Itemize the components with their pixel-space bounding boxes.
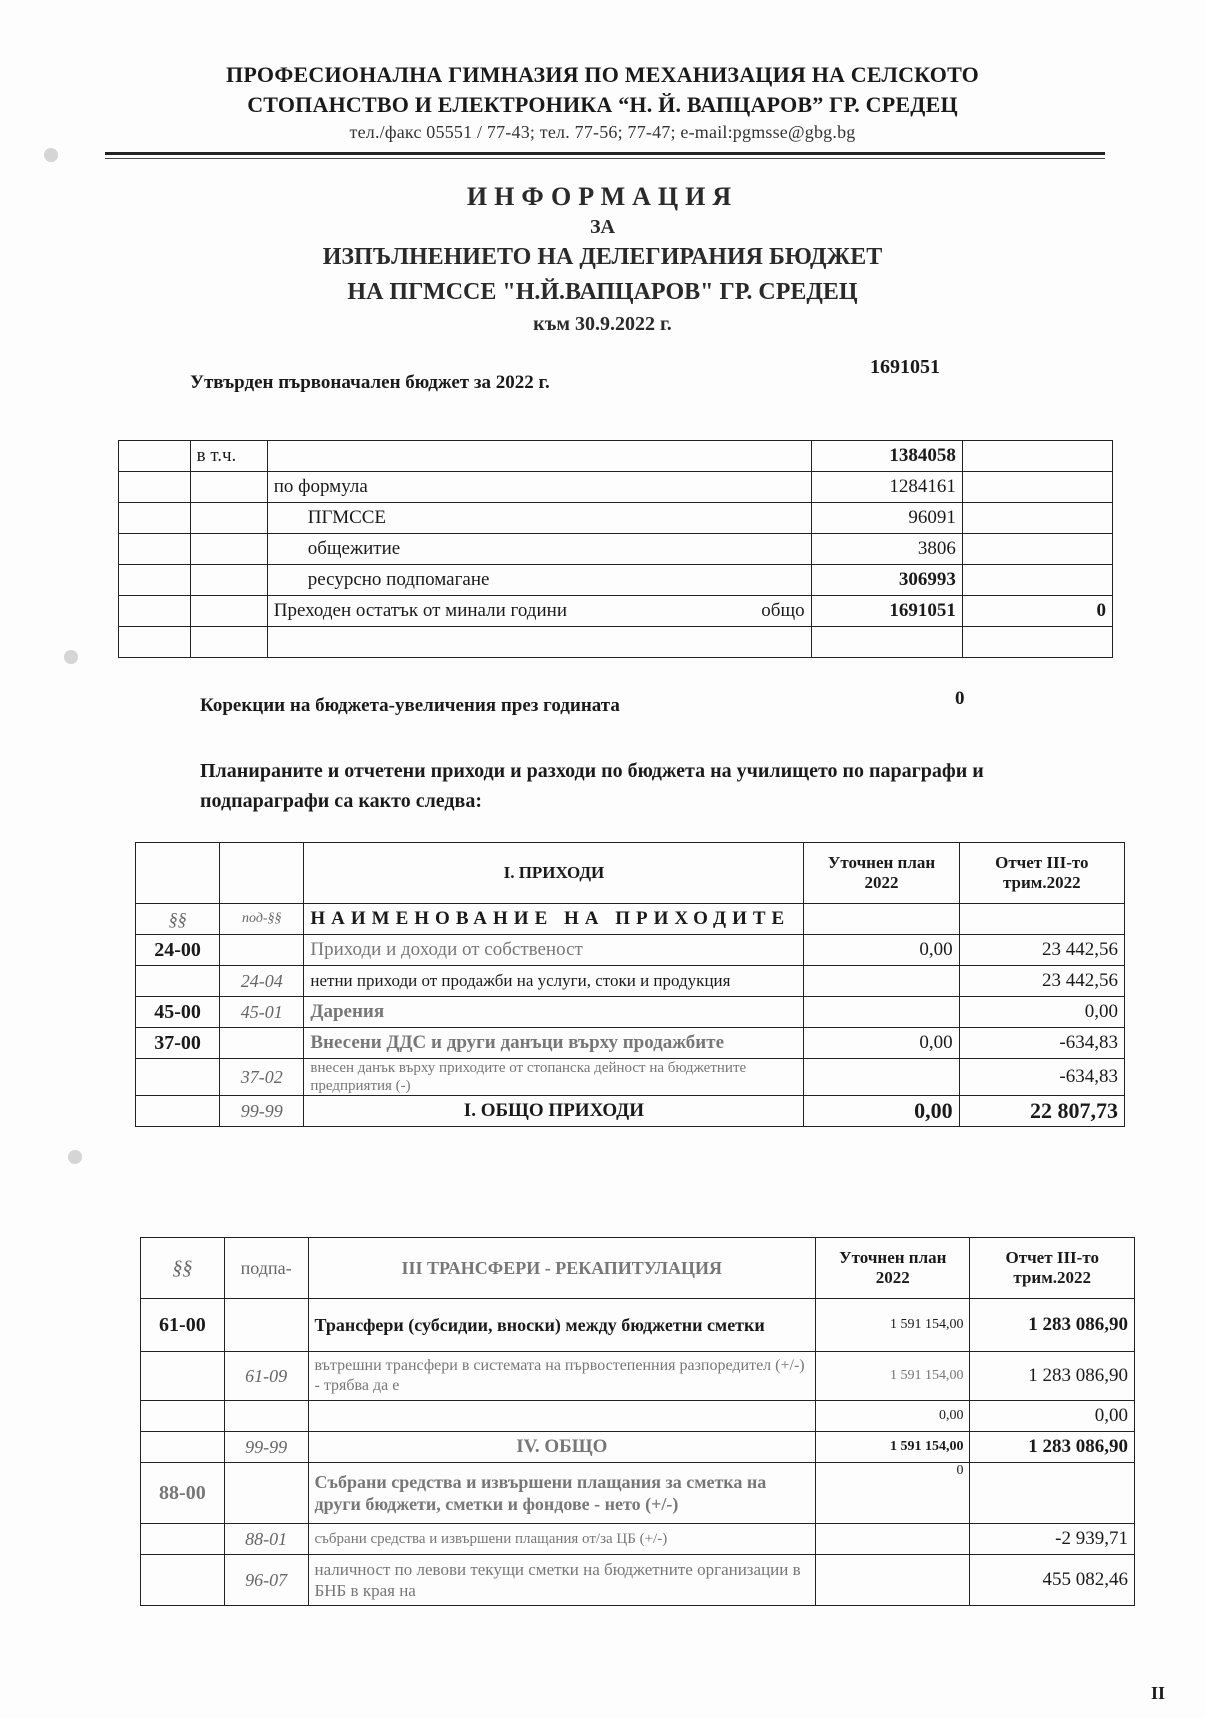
table-row-report: 0,00 — [970, 1401, 1135, 1432]
table-row-plan — [804, 997, 959, 1028]
transfers-total-label: IV. ОБЩО — [308, 1432, 816, 1463]
table-row-code: 37-00 — [136, 1028, 220, 1059]
table-row-sub: 61-09 — [224, 1352, 308, 1401]
scan-mark — [68, 1150, 82, 1164]
budget-row-label: ресурсно подпомагане — [267, 565, 811, 596]
table-row-name: Трансфери (субсидии, вноски) между бюджетни сметки — [308, 1299, 816, 1352]
budget-row-value: 1384058 — [811, 441, 962, 472]
table-row-report: 1 283 086,90 — [970, 1299, 1135, 1352]
budget-row-value: 306993 — [811, 565, 962, 596]
table-row-plan: 0,00 — [804, 1028, 959, 1059]
table-row-plan — [816, 1555, 970, 1606]
col-par: §§ — [141, 1238, 225, 1299]
table-row-report: -634,83 — [959, 1028, 1124, 1059]
school-contact: тел./факс 05551 / 77-43; тел. 77-56; 77-47; e-mail:pgmsse@gbg.bg — [349, 122, 856, 142]
table-row-report: 1 283 086,90 — [970, 1352, 1135, 1401]
table-row-report: 455 082,46 — [970, 1555, 1135, 1606]
col-subpar: под-§§ — [220, 904, 304, 935]
table-row-sub: 96-07 — [224, 1555, 308, 1606]
total-label: общо — [761, 600, 805, 621]
budget-label: Утвърден първоначален бюджет за 2022 г. — [190, 372, 550, 393]
income-total-report: 22 807,73 — [959, 1096, 1124, 1127]
corrections-label: Корекции на бюджета-увеличения през годината — [200, 695, 620, 716]
table-row-plan: 1 591 154,00 — [816, 1352, 970, 1401]
table-row-plan — [816, 1524, 970, 1555]
table-row-report: 23 442,56 — [959, 935, 1124, 966]
income-section-title: I. ПРИХОДИ — [304, 843, 804, 904]
transfers-col-plan: Уточнен план 2022 — [816, 1238, 970, 1299]
table-row-code: 45-00 — [136, 997, 220, 1028]
table-row-name: вътрешни трансфери в системата на първостепенния разпоредител (+/-) - трябва да е — [308, 1352, 816, 1401]
table-row-name: внесен данък върху приходите от стопанска дейност на бюджетните предприятия (-) — [304, 1059, 804, 1096]
total-sub: 99-99 — [220, 1096, 304, 1127]
col-name: НАИМЕНОВАНИЕ НА ПРИХОДИТЕ — [304, 904, 804, 935]
table-row-report: 0,00 — [959, 997, 1124, 1028]
budget-row-extra — [962, 441, 1112, 472]
table-row-plan: 0,00 — [816, 1401, 970, 1432]
doc-title-line2: НА ПГМССЕ "Н.Й.ВАПЦАРОВ" ГР. СРЕДЕЦ — [347, 279, 858, 305]
transfers-table — [140, 1237, 1135, 1606]
intro-line1: Планираните и отчетени приходи и разходи по бюджета на училището по параграфи и — [200, 760, 984, 782]
budget-value: 1691051 — [870, 356, 940, 378]
table-row-report — [970, 1463, 1135, 1524]
table-row-name: Внесени ДДС и други данъци върху продажбите — [304, 1028, 804, 1059]
scan-mark — [44, 148, 58, 162]
transfers-section-title: III ТРАНСФЕРИ - РЕКАПИТУЛАЦИЯ — [308, 1238, 816, 1299]
table-row-plan — [804, 966, 959, 997]
income-table — [135, 842, 1125, 1127]
intro-line2: подпараграфи са както следва: — [200, 790, 482, 812]
table-row-name: Приходи и доходи от собственост — [304, 935, 804, 966]
table-row-name: Събрани средства и извършени плащания за сметка на други бюджети, сметки и фондове - нето (+/-) — [308, 1463, 816, 1524]
budget-row-value: 1284161 — [811, 472, 962, 503]
vtch-label: в т.ч. — [190, 441, 267, 472]
scan-mark — [64, 650, 78, 664]
transfers-total-report: 1 283 086,90 — [970, 1432, 1135, 1463]
col-subpar: подпа- — [224, 1238, 308, 1299]
budget-row-label: общежитие — [267, 534, 811, 565]
table-row-report: -634,83 — [959, 1059, 1124, 1096]
table-row-sub: 24-04 — [220, 966, 304, 997]
table-row-name: събрани средства и извършени плащания от/за ЦБ (+/-) — [308, 1524, 816, 1555]
table-row-report: -2 939,71 — [970, 1524, 1135, 1555]
table-row-name: наличност по левови текущи сметки на бюджетните организации в БНБ в края на — [308, 1555, 816, 1606]
table-row-sub: 37-02 — [220, 1059, 304, 1096]
col-par: §§ — [136, 904, 220, 935]
table-row-code: 88-00 — [141, 1463, 225, 1524]
budget-table — [118, 440, 1113, 658]
table-row-report: 23 442,56 — [959, 966, 1124, 997]
income-total-label: I. ОБЩО ПРИХОДИ — [304, 1096, 804, 1127]
doc-title-za: ЗА — [590, 216, 615, 238]
table-row-plan: 0 — [816, 1463, 970, 1524]
budget-total-extra: 0 — [962, 596, 1112, 627]
table-row-plan: 0,00 — [804, 935, 959, 966]
school-name-line2: СТОПАНСТВО И ЕЛЕКТРОНИКА “Н. Й. ВАПЦАРОВ” ГР. СРЕДЕЦ — [247, 92, 958, 117]
budget-row-label — [267, 441, 811, 472]
doc-title: ИНФОРМАЦИЯ — [466, 182, 739, 211]
budget-row-extra — [962, 503, 1112, 534]
table-row-plan — [804, 1059, 959, 1096]
income-col-plan: Уточнен план 2022 — [804, 843, 959, 904]
income-col-report: Отчет III-то трим.2022 — [959, 843, 1124, 904]
header-rule-thin — [105, 158, 1105, 159]
table-row-sub: 45-01 — [220, 997, 304, 1028]
doc-date: към 30.9.2022 г. — [533, 313, 672, 335]
income-total-plan: 0,00 — [804, 1096, 959, 1127]
budget-row-extra — [962, 534, 1112, 565]
table-row-code: 61-00 — [141, 1299, 225, 1352]
transfers-total-plan: 1 591 154,00 — [816, 1432, 970, 1463]
budget-row-value: 3806 — [811, 534, 962, 565]
budget-row-label — [267, 596, 811, 627]
carryover-label: Преходен остатък от минали години — [273, 600, 567, 621]
school-name-line1: ПРОФЕСИОНАЛНА ГИМНАЗИЯ ПО МЕХАНИЗАЦИЯ НА СЕЛСКОТО — [226, 62, 979, 87]
corrections-value: 0 — [955, 688, 965, 709]
transfers-col-report: Отчет III-то трим.2022 — [970, 1238, 1135, 1299]
table-row-code: 24-00 — [136, 935, 220, 966]
budget-row-value: 96091 — [811, 503, 962, 534]
table-row-name: Дарения — [304, 997, 804, 1028]
table-row-name: нетни приходи от продажби на услуги, стоки и продукция — [304, 966, 804, 997]
budget-row-extra — [962, 472, 1112, 503]
budget-row-extra — [962, 565, 1112, 596]
page-mark: II — [1150, 1683, 1165, 1703]
doc-title-line1: ИЗПЪЛНЕНИЕТО НА ДЕЛЕГИРАНИЯ БЮДЖЕТ — [322, 244, 883, 270]
total-sub: 99-99 — [224, 1432, 308, 1463]
budget-row-label: по формула — [267, 472, 811, 503]
budget-total-value: 1691051 — [811, 596, 962, 627]
header-rule — [105, 152, 1105, 155]
table-row-sub: 88-01 — [224, 1524, 308, 1555]
budget-row-label: ПГМССЕ — [267, 503, 811, 534]
table-row-plan: 1 591 154,00 — [816, 1299, 970, 1352]
